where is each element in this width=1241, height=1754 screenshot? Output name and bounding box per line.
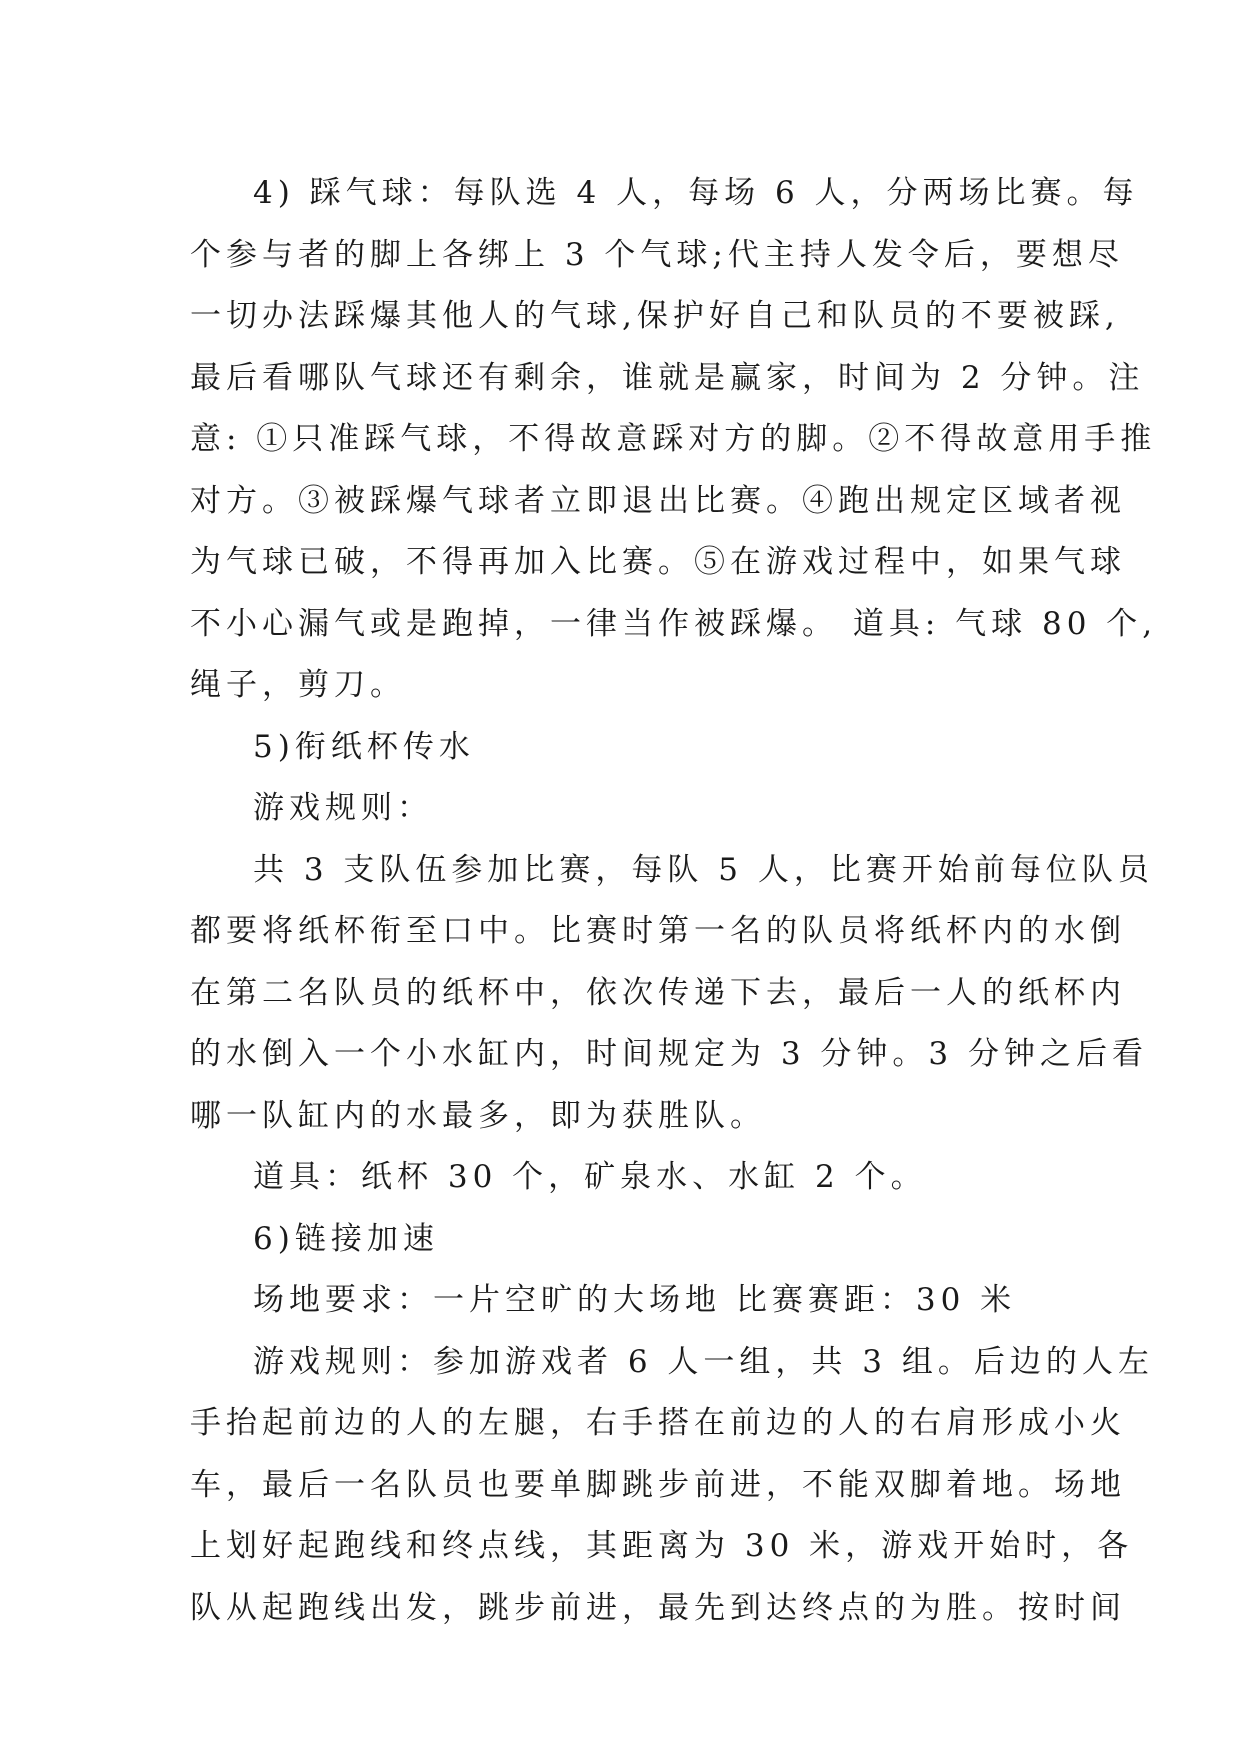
text-line: 意: ①只准踩气球，不得故意踩对方的脚。②不得故意用手推: [190, 421, 1157, 457]
text-line: 的水倒入一个小水缸内，时间规定为 3 分钟。3 分钟之后看: [190, 1036, 1149, 1072]
text-line: 对方。③被踩爆气球者立即退出比赛。④跑出规定区域者视: [190, 482, 1126, 519]
text-line: 在第二名队员的纸杯中，依次传递下去，最后一人的纸杯内: [190, 974, 1126, 1011]
text-line: 一切办法踩爆其他人的气球,保护好自己和队员的不要被踩,: [190, 298, 1120, 334]
text-line: 游戏规则：参加游戏者 6 人一组，共 3 组。后边的人左: [253, 1343, 1154, 1380]
text-line: 都要将纸杯衔至口中。比赛时第一名的队员将纸杯内的水倒: [190, 913, 1126, 949]
text-line: 4) 踩气球：每队选 4 人，每场 6 人，分两场比赛。每: [253, 175, 1139, 211]
text-line: 队从起跑线出发，跳步前进，最先到达终点的为胜。按时间: [190, 1589, 1126, 1626]
text-line: 上划好起跑线和终点线，其距离为 30 米，游戏开始时，各: [190, 1528, 1134, 1564]
text-line: 6)链接加速: [253, 1220, 439, 1257]
text-line: 场地要求：一片空旷的大场地 比赛赛距：30 米: [253, 1282, 1017, 1318]
text-line: 道具：纸杯 30 个，矿泉水、水缸 2 个。: [253, 1159, 927, 1195]
text-line: 最后看哪队气球还有剩余，谁就是赢家，时间为 2 分钟。注: [190, 359, 1145, 396]
text-line: 共 3 支队伍参加比赛，每队 5 人，比赛开始前每位队员: [253, 851, 1154, 888]
text-line: 绳子，剪刀。: [190, 667, 406, 703]
text-line: 不小心漏气或是跑掉，一律当作被踩爆。 道具: 气球 80 个,: [190, 605, 1158, 642]
text-line: 5)衔纸杯传水: [253, 728, 475, 765]
text-line: 哪一队缸内的水最多，即为获胜队。: [190, 1097, 766, 1134]
text-line: 为气球已破，不得再加入比赛。⑤在游戏过程中，如果气球: [190, 544, 1126, 580]
text-line: 个参与者的脚上各绑上 3 个气球;代主持人发令后，要想尽: [190, 236, 1124, 273]
text-line: 手抬起前边的人的左腿，右手搭在前边的人的右肩形成小火: [190, 1405, 1126, 1441]
text-line: 车，最后一名队员也要单脚跳步前进，不能双脚着地。场地: [190, 1466, 1126, 1503]
document-body: [190, 163, 1158, 1639]
text-line: 游戏规则：: [253, 790, 433, 826]
